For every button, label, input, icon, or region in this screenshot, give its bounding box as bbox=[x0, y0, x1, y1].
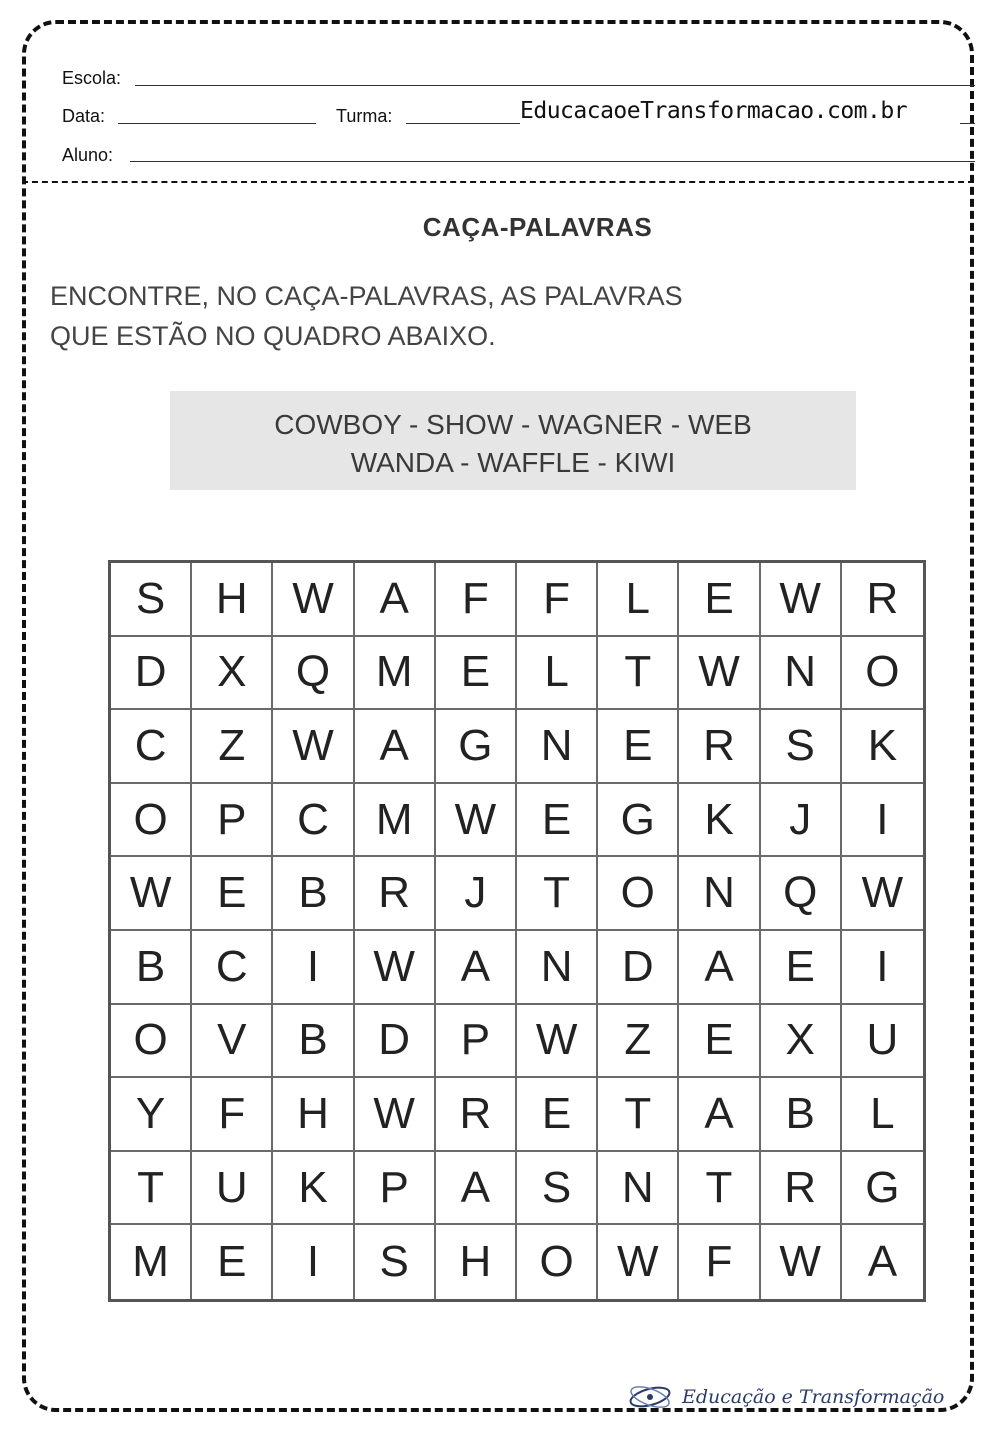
grid-cell[interactable]: N bbox=[517, 931, 598, 1005]
instructions-line-2: QUE ESTÃO NO QUADRO ABAIXO. bbox=[50, 321, 496, 351]
grid-cell[interactable]: W bbox=[111, 857, 192, 931]
grid-cell[interactable]: B bbox=[111, 931, 192, 1005]
instructions bbox=[50, 276, 930, 356]
grid-cell[interactable]: S bbox=[761, 710, 842, 784]
grid-cell[interactable]: Y bbox=[111, 1078, 192, 1152]
grid-cell[interactable]: I bbox=[842, 784, 923, 858]
grid-cell[interactable]: A bbox=[355, 563, 436, 637]
grid-cell[interactable]: O bbox=[111, 784, 192, 858]
grid-cell[interactable]: I bbox=[273, 931, 354, 1005]
grid-cell[interactable]: T bbox=[517, 857, 598, 931]
grid-cell[interactable]: F bbox=[192, 1078, 273, 1152]
grid-cell[interactable]: G bbox=[598, 784, 679, 858]
grid-cell[interactable]: M bbox=[355, 784, 436, 858]
grid-cell[interactable]: U bbox=[842, 1005, 923, 1079]
grid-cell[interactable]: K bbox=[273, 1152, 354, 1226]
grid-cell[interactable]: W bbox=[598, 1225, 679, 1299]
grid-cell[interactable]: D bbox=[111, 637, 192, 711]
student-field-line bbox=[130, 161, 975, 162]
grid-cell[interactable]: O bbox=[598, 857, 679, 931]
grid-cell[interactable]: D bbox=[355, 1005, 436, 1079]
grid-cell[interactable]: B bbox=[761, 1078, 842, 1152]
header-divider bbox=[22, 181, 974, 183]
grid-cell[interactable]: S bbox=[517, 1152, 598, 1226]
word-list-line-2: WANDA - WAFFLE - KIWI bbox=[350, 447, 676, 478]
grid-cell[interactable]: M bbox=[111, 1225, 192, 1299]
grid-cell[interactable]: K bbox=[842, 710, 923, 784]
grid-cell[interactable]: C bbox=[111, 710, 192, 784]
grid-cell[interactable]: W bbox=[761, 563, 842, 637]
orbit-logo-icon bbox=[626, 1383, 674, 1411]
grid-cell[interactable]: V bbox=[192, 1005, 273, 1079]
grid-cell[interactable]: W bbox=[273, 710, 354, 784]
grid-cell[interactable]: Q bbox=[273, 637, 354, 711]
date-label: Data: bbox=[62, 106, 106, 126]
grid-cell[interactable]: R bbox=[355, 857, 436, 931]
grid-cell[interactable]: H bbox=[192, 563, 273, 637]
grid-cell[interactable]: P bbox=[192, 784, 273, 858]
grid-cell[interactable]: E bbox=[517, 1078, 598, 1152]
grid-cell[interactable]: G bbox=[842, 1152, 923, 1226]
grid-cell[interactable]: A bbox=[679, 1078, 760, 1152]
grid-cell[interactable]: O bbox=[517, 1225, 598, 1299]
grid-cell[interactable]: E bbox=[436, 637, 517, 711]
grid-cell[interactable]: C bbox=[192, 931, 273, 1005]
grid-cell[interactable]: R bbox=[679, 710, 760, 784]
grid-cell[interactable]: N bbox=[598, 1152, 679, 1226]
grid-cell[interactable]: B bbox=[273, 1005, 354, 1079]
grid-cell[interactable]: D bbox=[598, 931, 679, 1005]
grid-cell[interactable]: R bbox=[761, 1152, 842, 1226]
grid-cell[interactable]: L bbox=[598, 563, 679, 637]
grid-cell[interactable]: Z bbox=[192, 710, 273, 784]
grid-cell[interactable]: F bbox=[679, 1225, 760, 1299]
class-label: Turma: bbox=[336, 106, 393, 126]
grid-cell[interactable]: E bbox=[679, 1005, 760, 1079]
grid-cell[interactable]: W bbox=[436, 784, 517, 858]
grid-cell[interactable]: S bbox=[111, 563, 192, 637]
word-list-line-1: COWBOY - SHOW - WAGNER - WEB bbox=[274, 409, 752, 440]
school-field-line bbox=[135, 85, 975, 86]
grid-cell[interactable]: A bbox=[436, 1152, 517, 1226]
grid-cell[interactable]: R bbox=[436, 1078, 517, 1152]
grid-cell[interactable]: F bbox=[436, 563, 517, 637]
grid-cell[interactable]: A bbox=[679, 931, 760, 1005]
grid-cell[interactable]: B bbox=[273, 857, 354, 931]
grid-cell[interactable]: X bbox=[761, 1005, 842, 1079]
grid-cell[interactable]: I bbox=[842, 931, 923, 1005]
grid-cell[interactable]: W bbox=[761, 1225, 842, 1299]
grid-cell[interactable]: W bbox=[842, 857, 923, 931]
grid-cell[interactable]: K bbox=[679, 784, 760, 858]
grid-cell[interactable]: J bbox=[436, 857, 517, 931]
footer-brand bbox=[626, 1383, 944, 1411]
grid-cell[interactable]: L bbox=[842, 1078, 923, 1152]
student-label: Aluno: bbox=[62, 145, 114, 165]
page-title: CAÇA-PALAVRAS bbox=[422, 212, 653, 242]
grid-cell[interactable]: A bbox=[867, 1237, 898, 1287]
footer-brand-text: Educação e Transformação bbox=[682, 1386, 945, 1408]
grid-cell[interactable]: E bbox=[679, 563, 760, 637]
grid-cell[interactable]: X bbox=[192, 637, 273, 711]
grid-cell[interactable]: O bbox=[111, 1005, 192, 1079]
grid-cell[interactable]: T bbox=[679, 1152, 760, 1226]
grid-cell[interactable]: Q bbox=[761, 857, 842, 931]
grid-cell[interactable]: E bbox=[761, 931, 842, 1005]
grid-cell[interactable]: F bbox=[517, 563, 598, 637]
word-list-box bbox=[170, 391, 856, 490]
grid-cell[interactable]: E bbox=[192, 857, 273, 931]
grid-cell[interactable]: P bbox=[436, 1005, 517, 1079]
grid-cell[interactable]: W bbox=[273, 563, 354, 637]
grid-cell[interactable]: S bbox=[355, 1225, 436, 1299]
grid-cell[interactable]: N bbox=[517, 710, 598, 784]
grid-cell[interactable]: T bbox=[111, 1152, 192, 1226]
grid-cell[interactable]: N bbox=[679, 857, 760, 931]
grid-cell[interactable]: P bbox=[355, 1152, 436, 1226]
grid-cell[interactable]: W bbox=[517, 1005, 598, 1079]
grid-cell[interactable]: E bbox=[192, 1225, 273, 1299]
date-field-line bbox=[118, 123, 316, 124]
grid-cell[interactable]: I bbox=[273, 1225, 354, 1299]
school-label: Escola: bbox=[62, 68, 122, 88]
grid-cell[interactable]: O bbox=[842, 637, 923, 711]
grid-cell[interactable]: E bbox=[598, 710, 679, 784]
grid-cell[interactable]: C bbox=[273, 784, 354, 858]
grid-cell[interactable]: J bbox=[761, 784, 842, 858]
grid-cell[interactable]: T bbox=[598, 637, 679, 711]
grid-cell[interactable]: W bbox=[355, 931, 436, 1005]
class-field-line bbox=[406, 123, 520, 124]
grid-cell[interactable]: W bbox=[355, 1078, 436, 1152]
site-url: EducacaoeTransformacao.com.br bbox=[520, 98, 908, 124]
grid-cell[interactable]: W bbox=[679, 637, 760, 711]
grid-cell[interactable]: R bbox=[842, 563, 923, 637]
word-search-grid bbox=[108, 560, 926, 1302]
grid-cell[interactable]: Z bbox=[598, 1005, 679, 1079]
grid-cell[interactable]: G bbox=[436, 710, 517, 784]
grid-cell[interactable]: T bbox=[598, 1078, 679, 1152]
grid-cell[interactable]: H bbox=[436, 1225, 517, 1299]
grid-cell[interactable]: A bbox=[355, 710, 436, 784]
grid-cell[interactable]: E bbox=[517, 784, 598, 858]
grid-cell[interactable]: L bbox=[517, 637, 598, 711]
class-field-line-end bbox=[960, 123, 975, 124]
instructions-line-1: ENCONTRE, NO CAÇA-PALAVRAS, AS PALAVRAS bbox=[50, 281, 683, 311]
grid-cell[interactable]: H bbox=[273, 1078, 354, 1152]
grid-cell[interactable]: N bbox=[761, 637, 842, 711]
grid-cell[interactable]: M bbox=[355, 637, 436, 711]
grid-cell[interactable]: A bbox=[436, 931, 517, 1005]
grid-cell[interactable]: U bbox=[192, 1152, 273, 1226]
